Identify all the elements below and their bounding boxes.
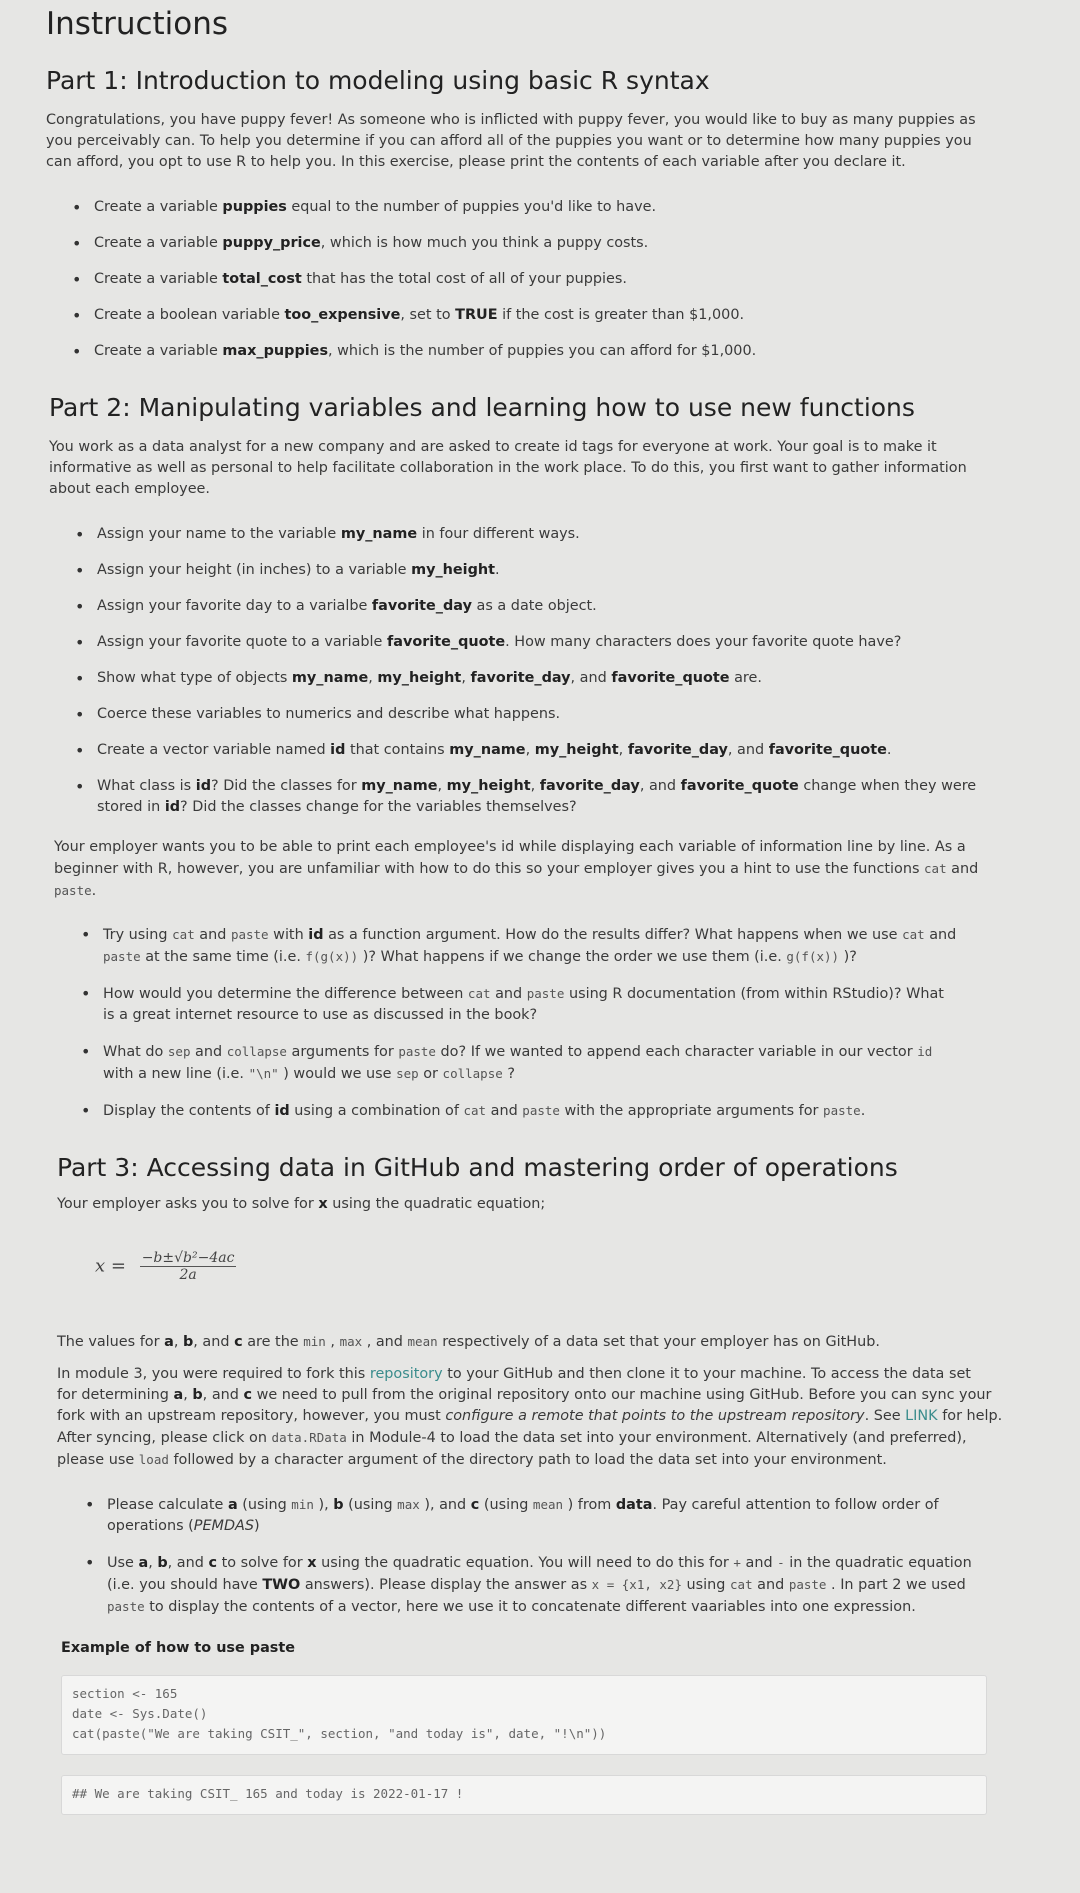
module-line: In module 3, you were required to fork this repository to your GitHub and then clone it to your machine. To access the data set	[57, 1366, 971, 1382]
part2-intro	[49, 437, 1049, 500]
module-line: fork with an upstream repository, however, you must configure a remote that points to the upstream repository. See LINK for help.	[57, 1408, 1003, 1424]
list-item: • How would you determine the difference between cat and paste using R documentation (from within RStudio)? What is a great internet resource to use as discussed in the book?	[103, 983, 1038, 1026]
part2-heading: Part 2: Manipulating variables and learning how to use new functions	[49, 393, 915, 422]
list-item: • What class is id? Did the classes for my_name, my_height, favorite_day, and favorite_quote change when they were stored in id? Did the classes change for the variables themselves?	[97, 776, 1037, 818]
list-item: • Try using cat and paste with id as a function argument. How do the results differ? What happens when we use cat and paste at the same time (i.e. f(g(x)) )? What happens if we change the order we use them (i.e. g(f(x)) )?	[103, 924, 1038, 968]
module-line: please use load followed by a character argument of the directory path to load the data set into your environment.	[57, 1452, 887, 1468]
repository-link[interactable]: repository	[369, 1366, 443, 1382]
part2-intro-line: informative as well as personal to help facilitate collaboration in the work place. To do this, you first want to gather information	[49, 460, 967, 476]
output-block: ## We are taking CSIT_ 165 and today is 2022-01-17 !	[61, 1775, 987, 1815]
formula-denominator: 2a	[179, 1267, 197, 1283]
part3-list	[107, 1494, 1042, 1618]
employer-line: beginner with R, however, you are unfamiliar with how to do this so your employer gives you a hint to use the functions cat and	[54, 861, 979, 877]
module-line: After syncing, please click on data.RData in Module-4 to load the data set into your environment. Alternatively (and preferred),	[57, 1430, 967, 1446]
code-block: section <- 165 date <- Sys.Date() cat(paste("We are taking CSIT_", section, "and today is", date, "!\n"))	[61, 1675, 987, 1755]
help-link[interactable]: LINK	[905, 1408, 938, 1424]
employer-line: Your employer wants you to be able to print each employee's id while displaying each variable of information line by line. As a	[54, 839, 966, 855]
list-item: • Coerce these variables to numerics and describe what happens.	[97, 704, 1037, 725]
values-paragraph: The values for a, b, and c are the min , max , and mean respectively of a data set that your employer has on GitHub.	[57, 1334, 880, 1350]
list-item: • Create a vector variable named id that contains my_name, my_height, favorite_day, and favorite_quote.	[97, 740, 1037, 761]
part2-intro-line: about each employee.	[49, 481, 210, 497]
list-item: • Assign your height (in inches) to a variable my_height.	[97, 560, 1037, 581]
employer-paragraph	[54, 837, 1054, 902]
part1-heading: Part 1: Introduction to modeling using basic R syntax	[46, 66, 710, 95]
module-paragraph	[57, 1364, 1062, 1471]
formula-numerator: −b±√b²−4ac	[141, 1250, 235, 1266]
formula-fraction	[140, 1250, 237, 1283]
part3-intro: Your employer asks you to solve for x using the quadratic equation;	[57, 1196, 546, 1212]
page-title: Instructions	[46, 6, 229, 42]
formula-lhs: x =	[95, 1255, 126, 1277]
part1-intro-line: Congratulations, you have puppy fever! As someone who is inflicted with puppy fever, you would like to buy as many puppies as	[46, 112, 976, 128]
list-item: • Create a variable puppies equal to the number of puppies you'd like to have.	[94, 197, 1044, 218]
part1-intro-line: can afford, you opt to use R to help you. In this exercise, please print the contents of each variable after you declare it.	[46, 154, 906, 170]
list-item: • Display the contents of id using a combination of cat and paste with the appropriate arguments for paste.	[103, 1100, 1038, 1122]
module-line: for determining a, b, and c we need to pull from the original repository onto our machine using GitHub. Before you can sync your	[57, 1387, 992, 1403]
list-item: • Assign your name to the variable my_name in four different ways.	[97, 524, 1037, 545]
part2-list-2	[103, 924, 1038, 1122]
list-item: • Show what type of objects my_name, my_height, favorite_day, and favorite_quote are.	[97, 668, 1037, 689]
part1-intro	[46, 110, 1046, 173]
part3-heading: Part 3: Accessing data in GitHub and mastering order of operations	[57, 1153, 898, 1182]
part1-list	[94, 197, 1044, 362]
list-item: • Create a variable total_cost that has the total cost of all of your puppies.	[94, 269, 1044, 290]
example-heading: Example of how to use paste	[61, 1640, 295, 1656]
list-item: • Create a boolean variable too_expensive, set to TRUE if the cost is greater than $1,000.	[94, 305, 1044, 326]
list-item: • Create a variable max_puppies, which is the number of puppies you can afford for $1,000.	[94, 341, 1044, 362]
list-item: • Use a, b, and c to solve for x using the quadratic equation. You will need to do this for + and - in the quadratic equation (i.e. you should have TWO answers). Please display the answer as x = {x1, x2} using cat and paste . In part 2 we used paste to display the contents of a vector, here we use it to concatenate different vaariables into one expression.	[107, 1552, 1042, 1618]
list-item: • Create a variable puppy_price, which is how much you think a puppy costs.	[94, 233, 1044, 254]
quadratic-formula	[95, 1250, 236, 1283]
list-item: • What do sep and collapse arguments for paste do? If we wanted to append each character variable in our vector id with a new line (i.e. "\n" ) would we use sep or collapse ?	[103, 1041, 1038, 1085]
part2-intro-line: You work as a data analyst for a new company and are asked to create id tags for everyone at work. Your goal is to make it	[49, 439, 937, 455]
list-item: • Assign your favorite day to a varialbe favorite_day as a date object.	[97, 596, 1037, 617]
list-item: • Assign your favorite quote to a variable favorite_quote. How many characters does your favorite quote have?	[97, 632, 1037, 653]
employer-line: paste.	[54, 883, 97, 899]
part2-list	[97, 524, 1037, 818]
list-item: • Please calculate a (using min ), b (using max ), and c (using mean ) from data. Pay careful attention to follow order of operations (PEMDAS)	[107, 1494, 1042, 1537]
part1-intro-line: you perceivably can. To help you determine if you can afford all of the puppies you want or to determine how many puppies you	[46, 133, 972, 149]
